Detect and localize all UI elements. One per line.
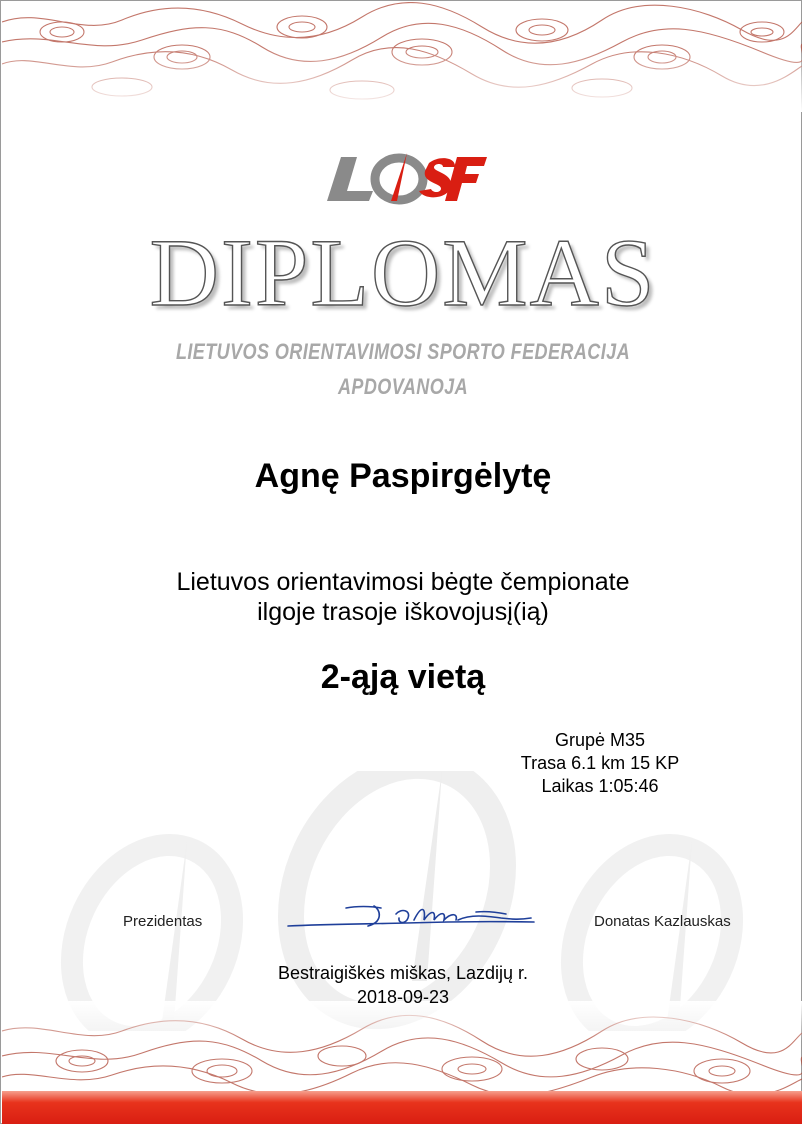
time-label: Laikas 1:05:46: [541, 776, 659, 796]
group-label: Grupė M35: [554, 730, 646, 750]
result-details: [486, 729, 714, 798]
course-label: Trasa 6.1 km 15 KP: [520, 753, 680, 773]
topographic-pattern-bottom: [2, 1001, 802, 1091]
issuer-name: LIETUVOS ORIENTAVIMOSI SPORTO FEDERACIJA: [175, 339, 631, 364]
recipient-name: Agnę Paspirgėlytę: [254, 457, 552, 495]
event-date: 2018-09-23: [356, 987, 450, 1007]
description-line-1: Lietuvos orientavimosi bėgte čempionate: [176, 568, 630, 596]
placement: 2-ąją vietą: [320, 658, 486, 696]
topographic-pattern-top: [2, 2, 802, 112]
losf-logo: [321, 153, 491, 205]
description-line-2: ilgoje trasoje iškovojusį(ią): [257, 598, 549, 626]
handwritten-signature: [286, 896, 536, 936]
footer-red-band: [2, 1091, 802, 1124]
diploma-title: DIPLOMAS: [149, 219, 657, 326]
signatory-role: Prezidentas: [123, 913, 203, 930]
signatory-name: Donatas Kazlauskas: [594, 913, 731, 930]
issuer-awards: APDOVANOJA: [337, 374, 469, 399]
venue: Bestraigiškės miškas, Lazdijų r.: [277, 963, 529, 983]
